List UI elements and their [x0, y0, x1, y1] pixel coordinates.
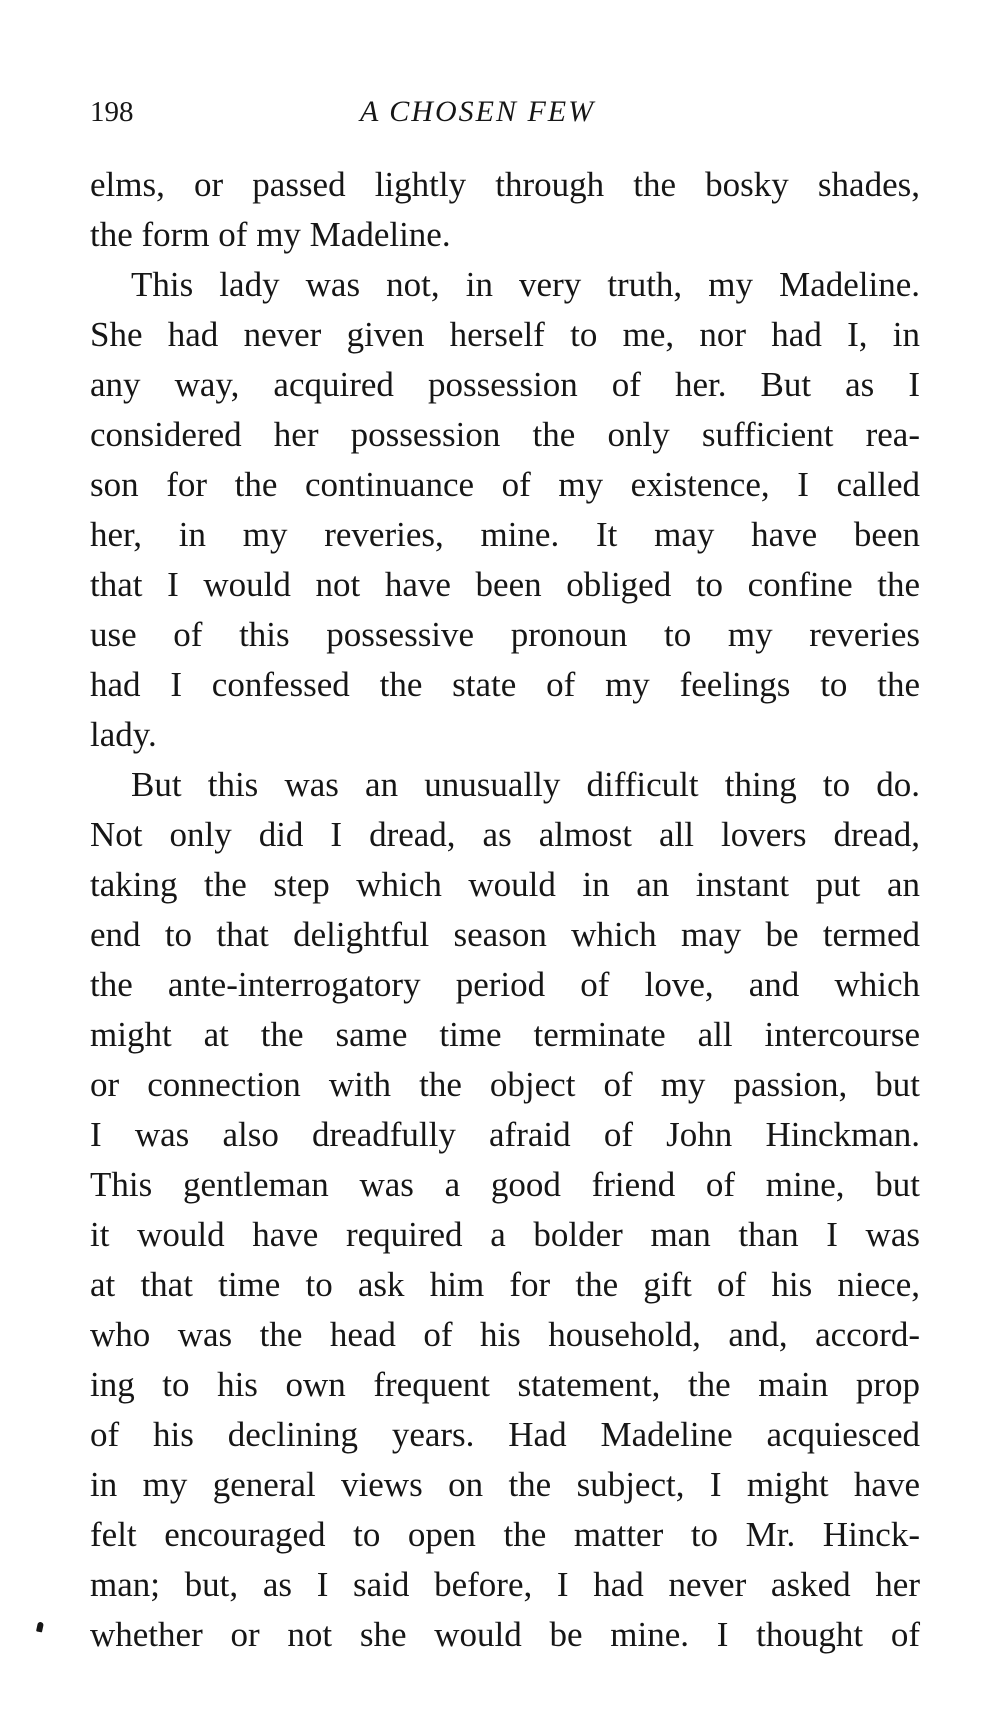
- text-line: I was also dreadfully afraid of John Hinckman.: [90, 1115, 920, 1154]
- text-line: that I would not have been obliged to confine the: [90, 565, 920, 604]
- text-line: of his declining years. Had Madeline acquiesced: [90, 1415, 920, 1454]
- body-text: [90, 160, 920, 1660]
- text-line: She had never given herself to me, nor had I, in: [90, 315, 920, 354]
- text-line: This lady was not, in very truth, my Madeline.: [131, 265, 920, 304]
- text-line: any way, acquired possession of her. But as I: [90, 365, 920, 404]
- text-line: elms, or passed lightly through the bosky shades,: [90, 165, 920, 204]
- text-line: who was the head of his household, and, accord-: [90, 1315, 920, 1354]
- text-line: use of this possessive pronoun to my reveries: [90, 615, 920, 654]
- text-line: Not only did I dread, as almost all lovers dread,: [90, 815, 920, 854]
- text-line: might at the same time terminate all intercourse: [90, 1015, 920, 1054]
- text-line: it would have required a bolder man than I was: [90, 1215, 920, 1254]
- running-head: [90, 92, 920, 132]
- text-line: lady.: [90, 715, 157, 754]
- text-line: ing to his own frequent statement, the main prop: [90, 1365, 920, 1404]
- text-line: But this was an unusually difficult thing to do.: [131, 765, 920, 804]
- text-line: the form of my Madeline.: [90, 215, 451, 254]
- text-line: at that time to ask him for the gift of his niece,: [90, 1265, 920, 1304]
- text-line: son for the continuance of my existence, I called: [90, 465, 920, 504]
- text-line: taking the step which would in an instant put an: [90, 865, 920, 904]
- ink-speck: [36, 1621, 44, 1632]
- text-line: end to that delightful season which may be termed: [90, 915, 920, 954]
- text-line: her, in my reveries, mine. It may have been: [90, 515, 920, 554]
- text-line: man; but, as I said before, I had never asked her: [90, 1565, 920, 1604]
- text-line: This gentleman was a good friend of mine, but: [90, 1165, 920, 1204]
- text-line: or connection with the object of my passion, but: [90, 1065, 920, 1104]
- text-line: felt encouraged to open the matter to Mr. Hinck-: [90, 1515, 920, 1554]
- book-title: A CHOSEN FEW: [360, 95, 596, 128]
- text-line: had I confessed the state of my feelings to the: [90, 665, 920, 704]
- text-line: in my general views on the subject, I might have: [90, 1465, 920, 1504]
- page-number: 198: [90, 96, 134, 128]
- text-line: whether or not she would be mine. I thought of: [90, 1615, 920, 1654]
- text-line: the ante-interrogatory period of love, and which: [90, 965, 920, 1004]
- text-line: considered her possession the only sufficient rea-: [90, 415, 920, 454]
